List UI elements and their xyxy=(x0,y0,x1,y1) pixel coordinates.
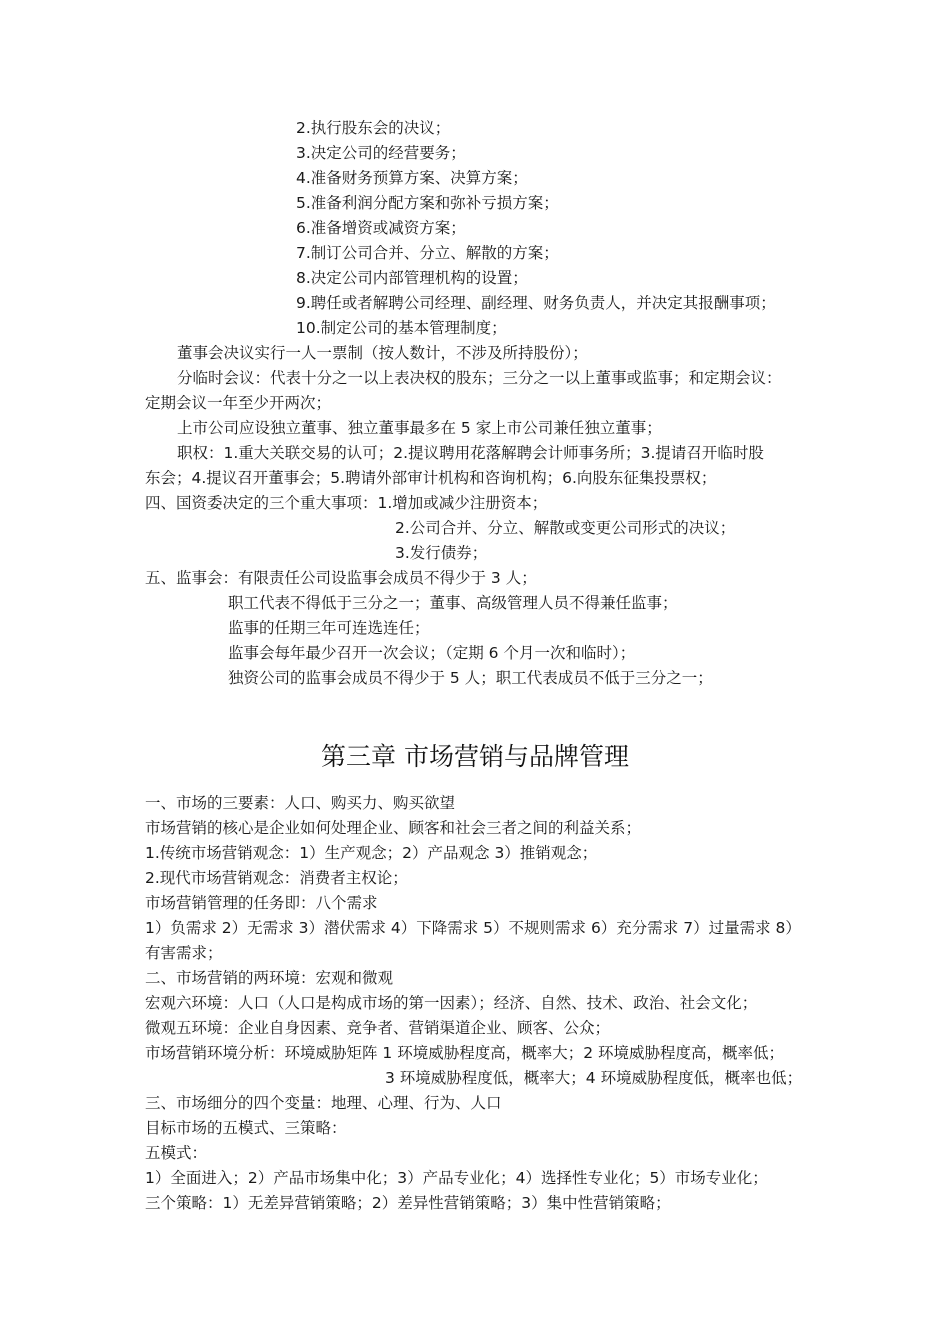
independent-duties-text: 东会；4.提议召开董事会；5.聘请外部审计机构和咨询机构；6.向股东征集投票权； xyxy=(145,469,717,487)
board-power-item: 9.聘任或者解聘公司经理、副经理、财务负责人，并决定其报酬事项； xyxy=(296,294,776,312)
independent-duties-text: 职权：1.重大关联交易的认可；2.提议聘用花落解聘会计师事务所；3.提请召开临时股 xyxy=(177,444,764,462)
chapter-line: 1）全面进入；2）产品市场集中化；3）产品专业化；4）选择性专业化；5）市场专业化； xyxy=(145,1169,768,1187)
chapter-title: 第三章 市场营销与品牌管理 xyxy=(321,742,629,771)
supervisory-item: 职工代表不得低于三分之一；董事、高级管理人员不得兼任监事； xyxy=(228,594,678,612)
sasac-heading: 四、国资委决定的三个重大事项：1.增加或减少注册资本； xyxy=(145,494,548,512)
supervisory-item: 独资公司的监事会成员不得少于 5 人；职工代表成员不低于三分之一； xyxy=(228,669,713,687)
chapter-line: 市场营销的核心是企业如何处理企业、顾客和社会三者之间的利益关系； xyxy=(145,819,642,837)
board-voting-text: 董事会决议实行一人一票制（按人数计，不涉及所持股份）； xyxy=(177,344,588,362)
chapter-line: 一、市场的三要素：人口、购买力、购买欲望 xyxy=(145,794,456,812)
chapter-line: 目标市场的五模式、三策略： xyxy=(145,1119,347,1137)
chapter-line: 1）负需求 2）无需求 3）潜伏需求 4）下降需求 5）不规则需求 6）充分需求 7）过量需求 8） xyxy=(145,919,801,937)
chapter-line: 三、市场细分的四个变量：地理、心理、行为、人口 xyxy=(145,1094,502,1112)
board-power-item: 8.决定公司内部管理机构的设置； xyxy=(296,269,528,287)
chapter-line: 三个策略：1）无差异营销策略；2）差异性营销策略；3）集中性营销策略； xyxy=(145,1194,671,1212)
sasac-item: 2.公司合并、分立、解散或变更公司形式的决议； xyxy=(395,519,736,537)
supervisory-item: 监事的任期三年可连选连任； xyxy=(228,619,430,637)
sasac-item: 3.发行债券； xyxy=(395,544,488,562)
chapter-line: 市场营销管理的任务即：八个需求 xyxy=(145,894,378,912)
board-power-item: 10.制定公司的基本管理制度； xyxy=(296,319,507,337)
board-power-item: 7.制订公司合并、分立、解散的方案； xyxy=(296,244,559,262)
chapter-line: 1.传统市场营销观念：1）生产观念；2）产品观念 3）推销观念； xyxy=(145,844,598,862)
board-meetings-text: 分临时会议：代表十分之一以上表决权的股东；三分之一以上董事或监事；和定期会议： xyxy=(177,369,782,387)
supervisory-heading: 五、监事会：有限责任公司设监事会成员不得少于 3 人； xyxy=(145,569,537,587)
chapter-line: 五模式： xyxy=(145,1144,208,1162)
board-power-item: 3.决定公司的经营要务； xyxy=(296,144,466,162)
board-power-item: 4.准备财务预算方案、决算方案； xyxy=(296,169,528,187)
chapter-line: 二、市场营销的两环境：宏观和微观 xyxy=(145,969,394,987)
board-power-item: 2.执行股东会的决议； xyxy=(296,119,451,137)
board-meetings-text: 定期会议一年至少开两次； xyxy=(145,394,332,412)
chapter-line: 市场营销环境分析：环境威胁矩阵 1 环境威胁程度高，概率大；2 环境威胁程度高，概率低； xyxy=(145,1044,785,1062)
chapter-line: 2.现代市场营销观念：消费者主权论； xyxy=(145,869,408,887)
supervisory-item: 监事会每年最少召开一次会议；（定期 6 个月一次和临时）； xyxy=(228,644,636,662)
chapter-line: 微观五环境：企业自身因素、竞争者、营销渠道企业、顾客、公众； xyxy=(145,1019,611,1037)
chapter-line: 3 环境威胁程度低，概率大；4 环境威胁程度低，概率也低； xyxy=(385,1069,803,1087)
board-power-item: 6.准备增资或减资方案； xyxy=(296,219,466,237)
chapter-line: 宏观六环境：人口（人口是构成市场的第一因素）；经济、自然、技术、政治、社会文化； xyxy=(145,994,758,1012)
independent-director-text: 上市公司应设独立董事、独立董事最多在 5 家上市公司兼任独立董事； xyxy=(177,419,662,437)
board-power-item: 5.准备利润分配方案和弥补亏损方案； xyxy=(296,194,559,212)
chapter-line: 有害需求； xyxy=(145,944,223,962)
